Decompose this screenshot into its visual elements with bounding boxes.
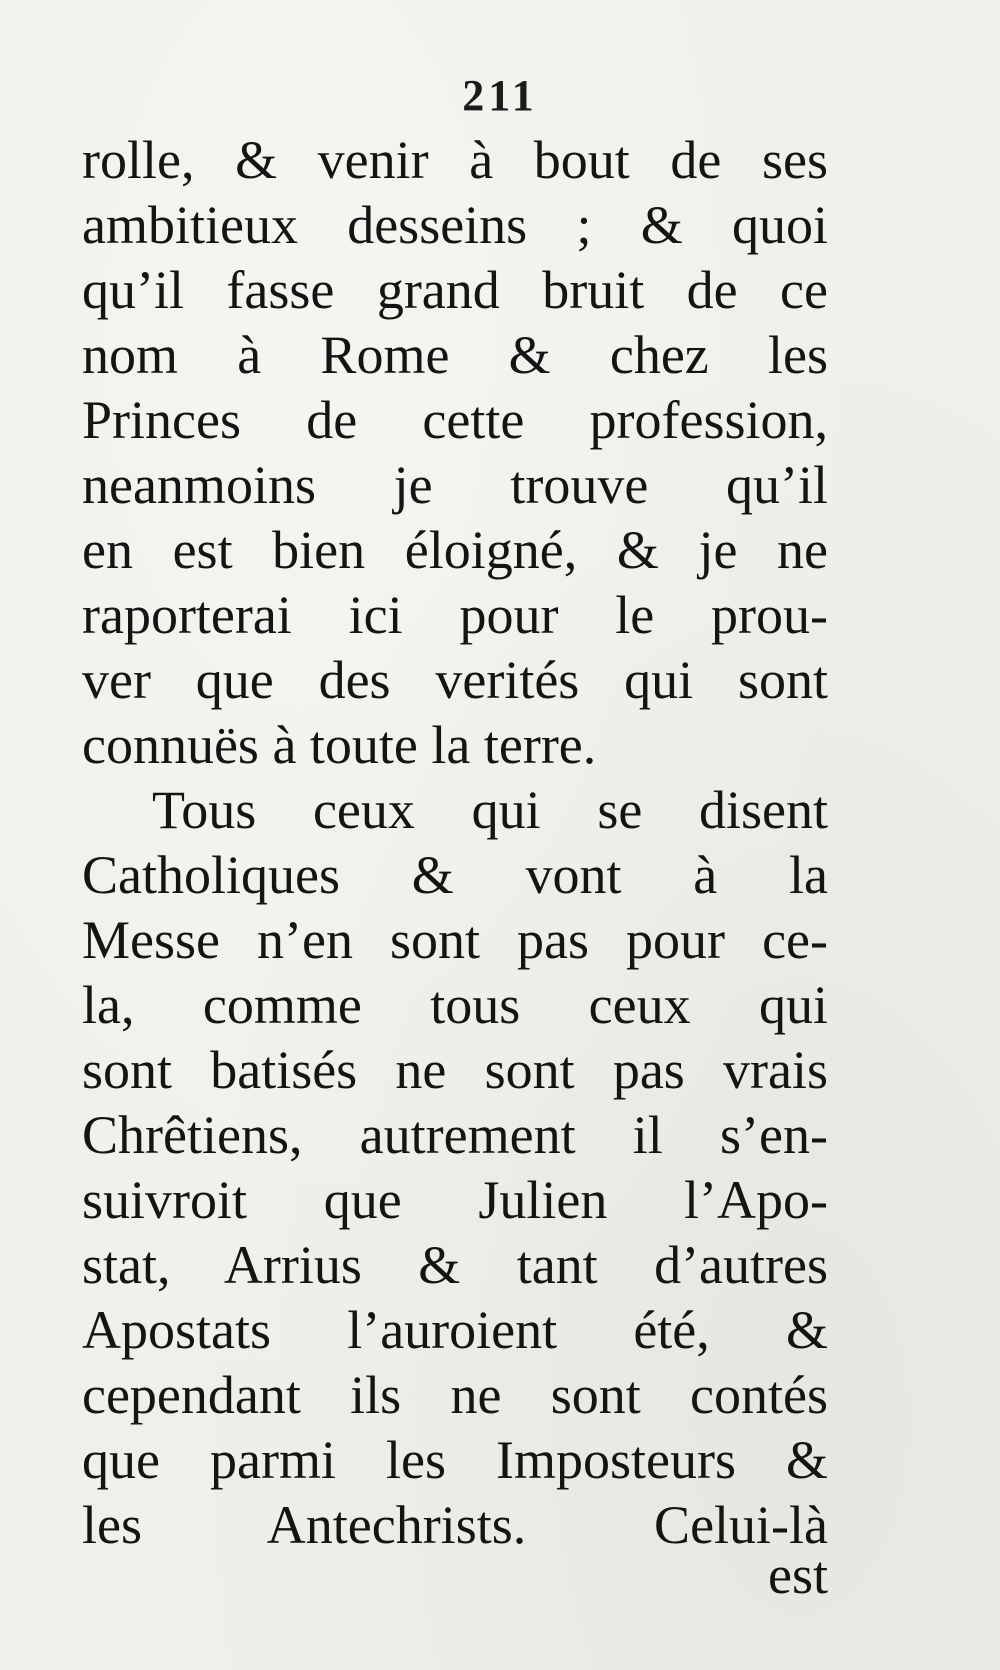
text-line: Chrêtiens, autrement il s’en- xyxy=(82,1105,828,1165)
paragraph-1 xyxy=(82,128,828,778)
text-line: que parmi les Imposteurs & xyxy=(82,1430,828,1490)
text-line: rolle, & venir à bout de ses xyxy=(82,130,828,190)
text-line: ver que des verités qui sont xyxy=(82,650,828,710)
text-line: les Antechrists. Celui-là xyxy=(82,1495,828,1555)
text-line: Princes de cette profession, xyxy=(82,390,828,450)
text-line: nom à Rome & chez les xyxy=(82,325,828,385)
text-line: Apostats l’auroient été, & xyxy=(82,1300,828,1360)
text-line: en est bien éloigné, & je ne xyxy=(82,520,828,580)
catchword: est xyxy=(768,1545,828,1605)
text-line: raporterai ici pour le prou- xyxy=(82,585,828,645)
text-line: stat, Arrius & tant d’autres xyxy=(82,1235,828,1295)
text-line: Messe n’en sont pas pour ce- xyxy=(82,910,828,970)
text-line: connuës à toute la terre. xyxy=(82,715,597,775)
text-line: qu’il fasse grand bruit de ce xyxy=(82,260,828,320)
text-line: ambitieux desseins ; & quoi xyxy=(82,195,828,255)
page-number: 211 xyxy=(462,71,538,120)
text-line: Catholiques & vont à la xyxy=(82,845,828,905)
text-line: sont batisés ne sont pas vrais xyxy=(82,1040,828,1100)
body-text xyxy=(82,128,828,1558)
text-line: neanmoins je trouve qu’il xyxy=(82,455,828,515)
text-line: suivroit que Julien l’Apo- xyxy=(82,1170,828,1230)
paragraph-2 xyxy=(82,778,828,1558)
text-line: cependant ils ne sont contés xyxy=(82,1365,828,1425)
text-line: Tous ceux qui se disent xyxy=(152,780,828,840)
text-line: la, comme tous ceux qui xyxy=(82,975,828,1035)
